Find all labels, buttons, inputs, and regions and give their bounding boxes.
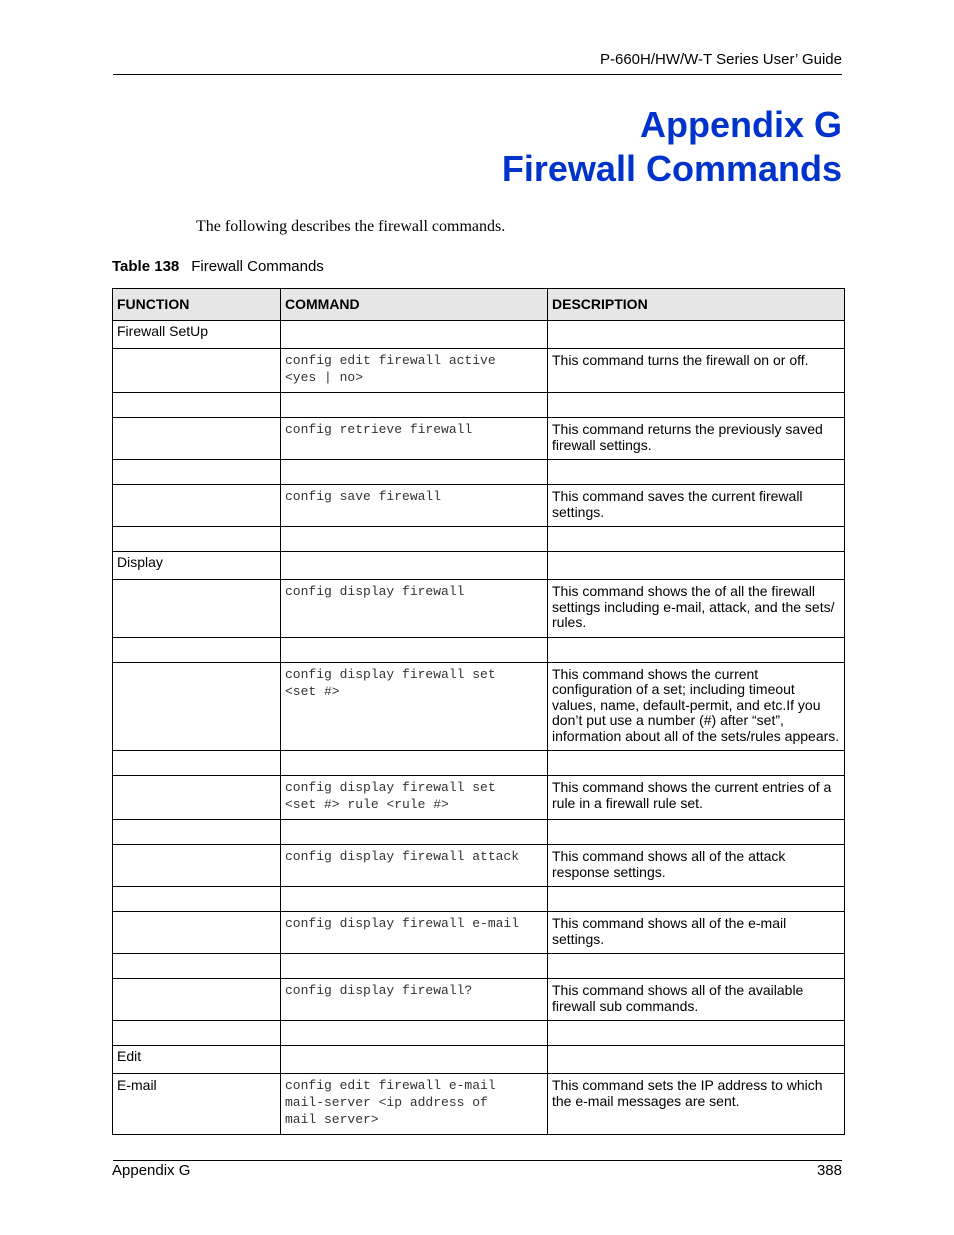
description-cell: This command shows the current configuration of a set; including timeout values, name, default-permit, and etc.If you don’t put use a number (#) after “set”, information about all of the sets/rules appears. [548,662,845,751]
description-cell: This command shows the current entries of a rule in a firewall rule set. [548,776,845,820]
command-cell: config retrieve firewall [281,418,548,460]
function-cell [113,820,281,845]
footer-divider [113,1160,842,1161]
description-cell [548,820,845,845]
table-caption [112,258,324,275]
function-cell: E-mail [113,1074,281,1135]
table-row [113,418,845,460]
function-cell: Edit [113,1046,281,1074]
page-title [502,103,842,191]
description-cell [548,393,845,418]
command-cell: config display firewall set <set #> [281,662,548,751]
command-cell: config display firewall e-mail [281,912,548,954]
table-caption-number: Table 138 [112,258,180,275]
function-cell [113,912,281,954]
description-cell: This command sets the IP address to which the e-mail messages are sent. [548,1074,845,1135]
function-cell [113,776,281,820]
description-cell [548,637,845,662]
table-row [113,637,845,662]
function-cell [113,662,281,751]
command-cell: config edit firewall active <yes | no> [281,349,548,393]
function-cell [113,954,281,979]
header-divider [113,74,842,75]
title-line-appendix: Appendix G [639,104,842,145]
function-cell [113,418,281,460]
command-cell: config display firewall set <set #> rule <rule #> [281,776,548,820]
function-cell [113,527,281,552]
command-cell: config display firewall [281,580,548,638]
description-cell: This command shows all of the attack response settings. [548,845,845,887]
title-line-topic: Firewall Commands [501,148,842,189]
table-row [113,393,845,418]
command-cell [281,1021,548,1046]
description-cell: This command turns the firewall on or off. [548,349,845,393]
command-cell: config display firewall? [281,979,548,1021]
table-row [113,321,845,349]
table-row [113,580,845,638]
command-cell [281,460,548,485]
description-cell: This command shows the of all the firewall settings including e-mail, attack, and the sets/ rules. [548,580,845,638]
description-cell: This command shows all of the e-mail settings. [548,912,845,954]
description-cell [548,321,845,349]
table-row [113,912,845,954]
function-cell [113,751,281,776]
function-cell [113,485,281,527]
function-cell [113,1021,281,1046]
command-cell [281,1046,548,1074]
description-cell: This command returns the previously saved firewall settings. [548,418,845,460]
column-header-description: DESCRIPTION [548,289,845,321]
table-row [113,954,845,979]
footer-page-number: 388 [816,1162,842,1179]
description-cell [548,527,845,552]
table-header-row [113,289,845,321]
function-cell [113,460,281,485]
command-cell [281,393,548,418]
footer-section-label: Appendix G [112,1162,191,1179]
command-cell: config save firewall [281,485,548,527]
intro-text: The following describes the firewall commands. [196,218,506,235]
header-guide-title: P-660H/HW/W-T Series User’ Guide [599,51,842,68]
function-cell [113,580,281,638]
table-row [113,845,845,887]
function-cell [113,979,281,1021]
description-cell: This command saves the current firewall settings. [548,485,845,527]
description-cell [548,1046,845,1074]
function-cell [113,349,281,393]
table-row [113,979,845,1021]
column-header-function: FUNCTION [113,289,281,321]
table-row [113,776,845,820]
column-header-command: COMMAND [281,289,548,321]
command-cell [281,751,548,776]
command-cell [281,887,548,912]
description-cell [548,460,845,485]
command-cell [281,552,548,580]
description-cell [548,552,845,580]
description-cell [548,1021,845,1046]
firewall-commands-table [112,288,845,1135]
command-cell [281,954,548,979]
table-row [113,1046,845,1074]
command-cell: config display firewall attack [281,845,548,887]
command-cell [281,527,548,552]
function-cell [113,637,281,662]
function-cell: Display [113,552,281,580]
command-cell [281,820,548,845]
description-cell [548,887,845,912]
table-row [113,527,845,552]
table-row [113,485,845,527]
function-cell [113,845,281,887]
table-row [113,552,845,580]
table-row [113,820,845,845]
command-cell [281,637,548,662]
table-row [113,460,845,485]
description-cell [548,954,845,979]
table-caption-title: Firewall Commands [191,258,324,275]
function-cell [113,887,281,912]
table-row [113,349,845,393]
table-row [113,1074,845,1135]
command-cell [281,321,548,349]
function-cell: Firewall SetUp [113,321,281,349]
description-cell: This command shows all of the available firewall sub commands. [548,979,845,1021]
table-body [113,321,845,1135]
table-row [113,887,845,912]
description-cell [548,751,845,776]
function-cell [113,393,281,418]
table-row [113,662,845,751]
table-row [113,1021,845,1046]
command-cell: config edit firewall e-mail mail-server <ip address of mail server> [281,1074,548,1135]
table-row [113,751,845,776]
